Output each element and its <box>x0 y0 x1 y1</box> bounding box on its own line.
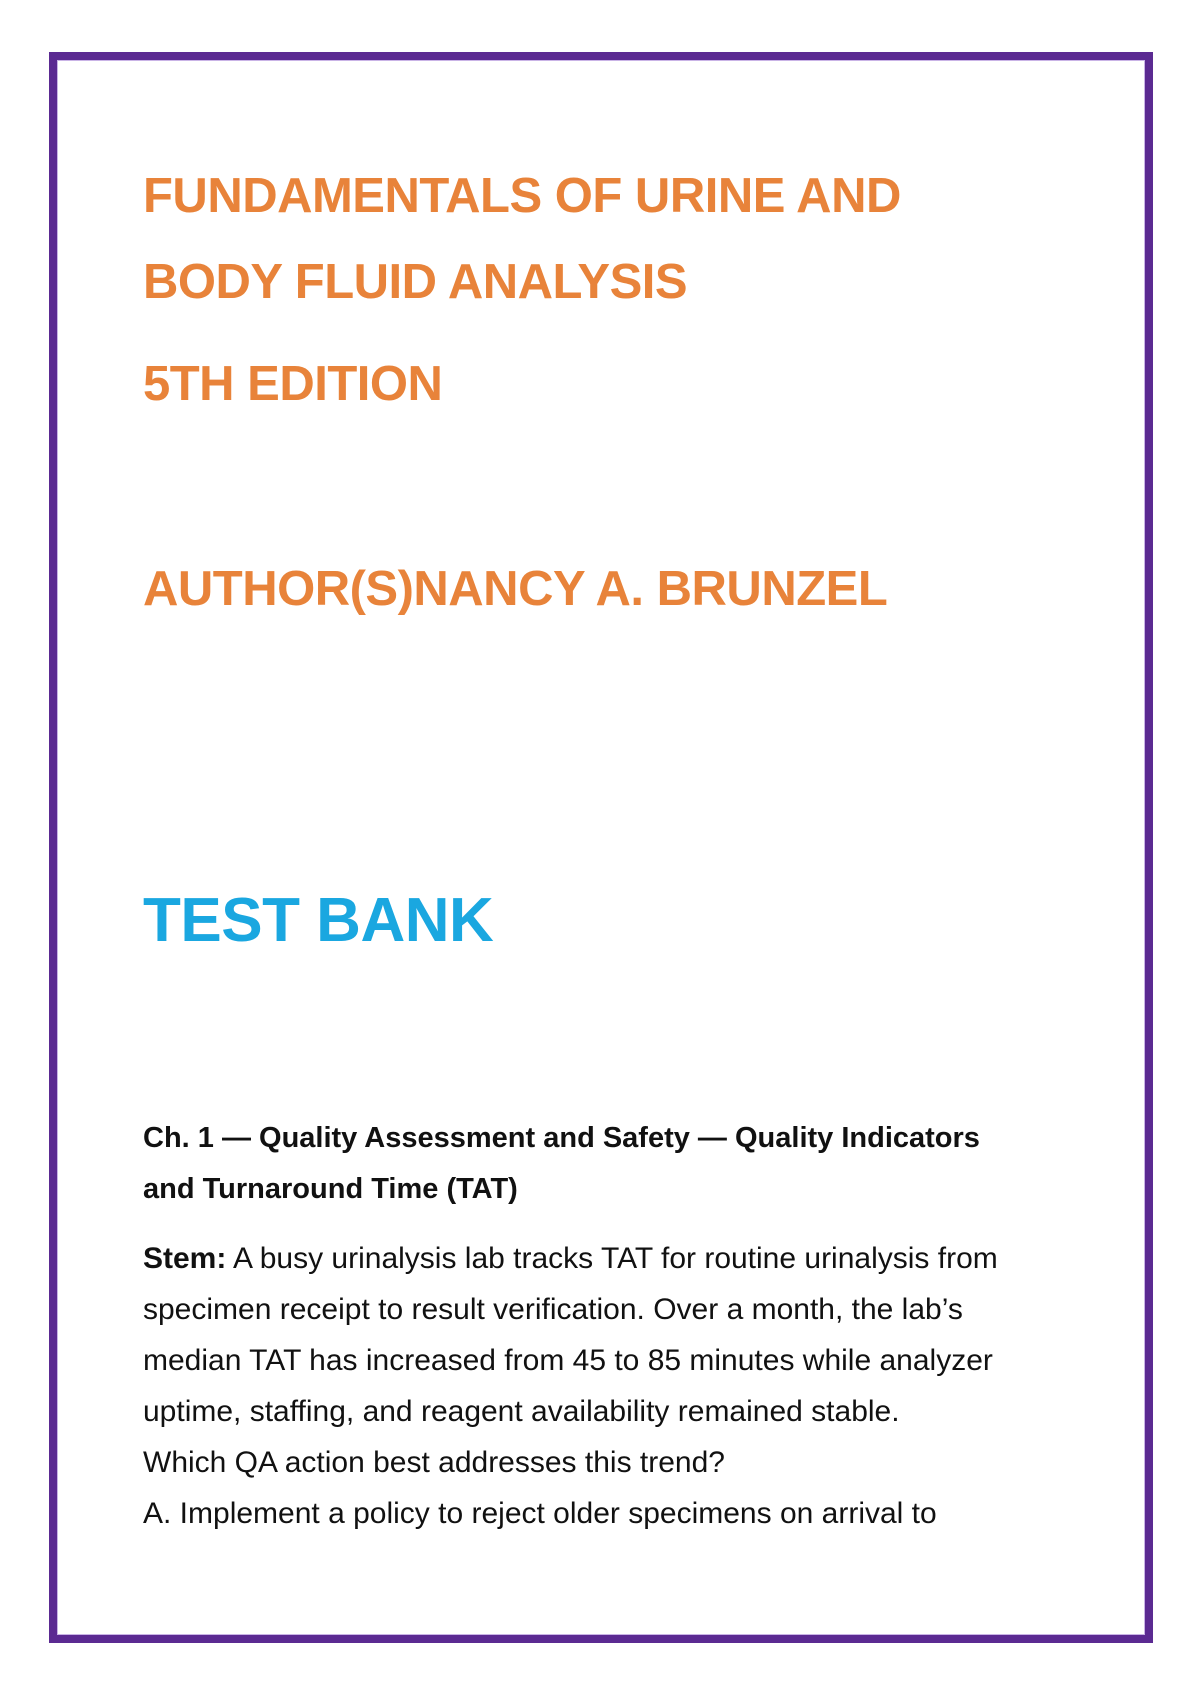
title-line-1: FUNDAMENTALS OF URINE AND <box>143 169 901 223</box>
test-bank-banner: TEST BANK <box>143 886 494 955</box>
stem-label: Stem: <box>143 1242 227 1275</box>
stem-line-4: uptime, staffing, and reagent availability remained stable. <box>143 1395 900 1428</box>
answer-option-a: A. Implement a policy to reject older specimens on arrival to <box>143 1497 937 1530</box>
stem-line-3: median TAT has increased from 45 to 85 minutes while analyzer <box>143 1344 993 1377</box>
title-line-2: BODY FLUID ANALYSIS <box>143 255 688 309</box>
chapter-heading-line-2: and Turnaround Time (TAT) <box>143 1173 518 1205</box>
author-line: AUTHOR(S)NANCY A. BRUNZEL <box>143 562 888 616</box>
chapter-heading-line-1: Ch. 1 — Quality Assessment and Safety — Quality Indicators <box>143 1122 980 1154</box>
stem-first-line <box>143 1244 998 1274</box>
stem-line-2: specimen receipt to result verification. Over a month, the lab’s <box>143 1293 963 1326</box>
question-line: Which QA action best addresses this trend? <box>143 1446 725 1479</box>
edition-line: 5TH EDITION <box>143 357 443 411</box>
stem-first-line-text: A busy urinalysis lab tracks TAT for routine urinalysis from <box>226 1242 998 1275</box>
